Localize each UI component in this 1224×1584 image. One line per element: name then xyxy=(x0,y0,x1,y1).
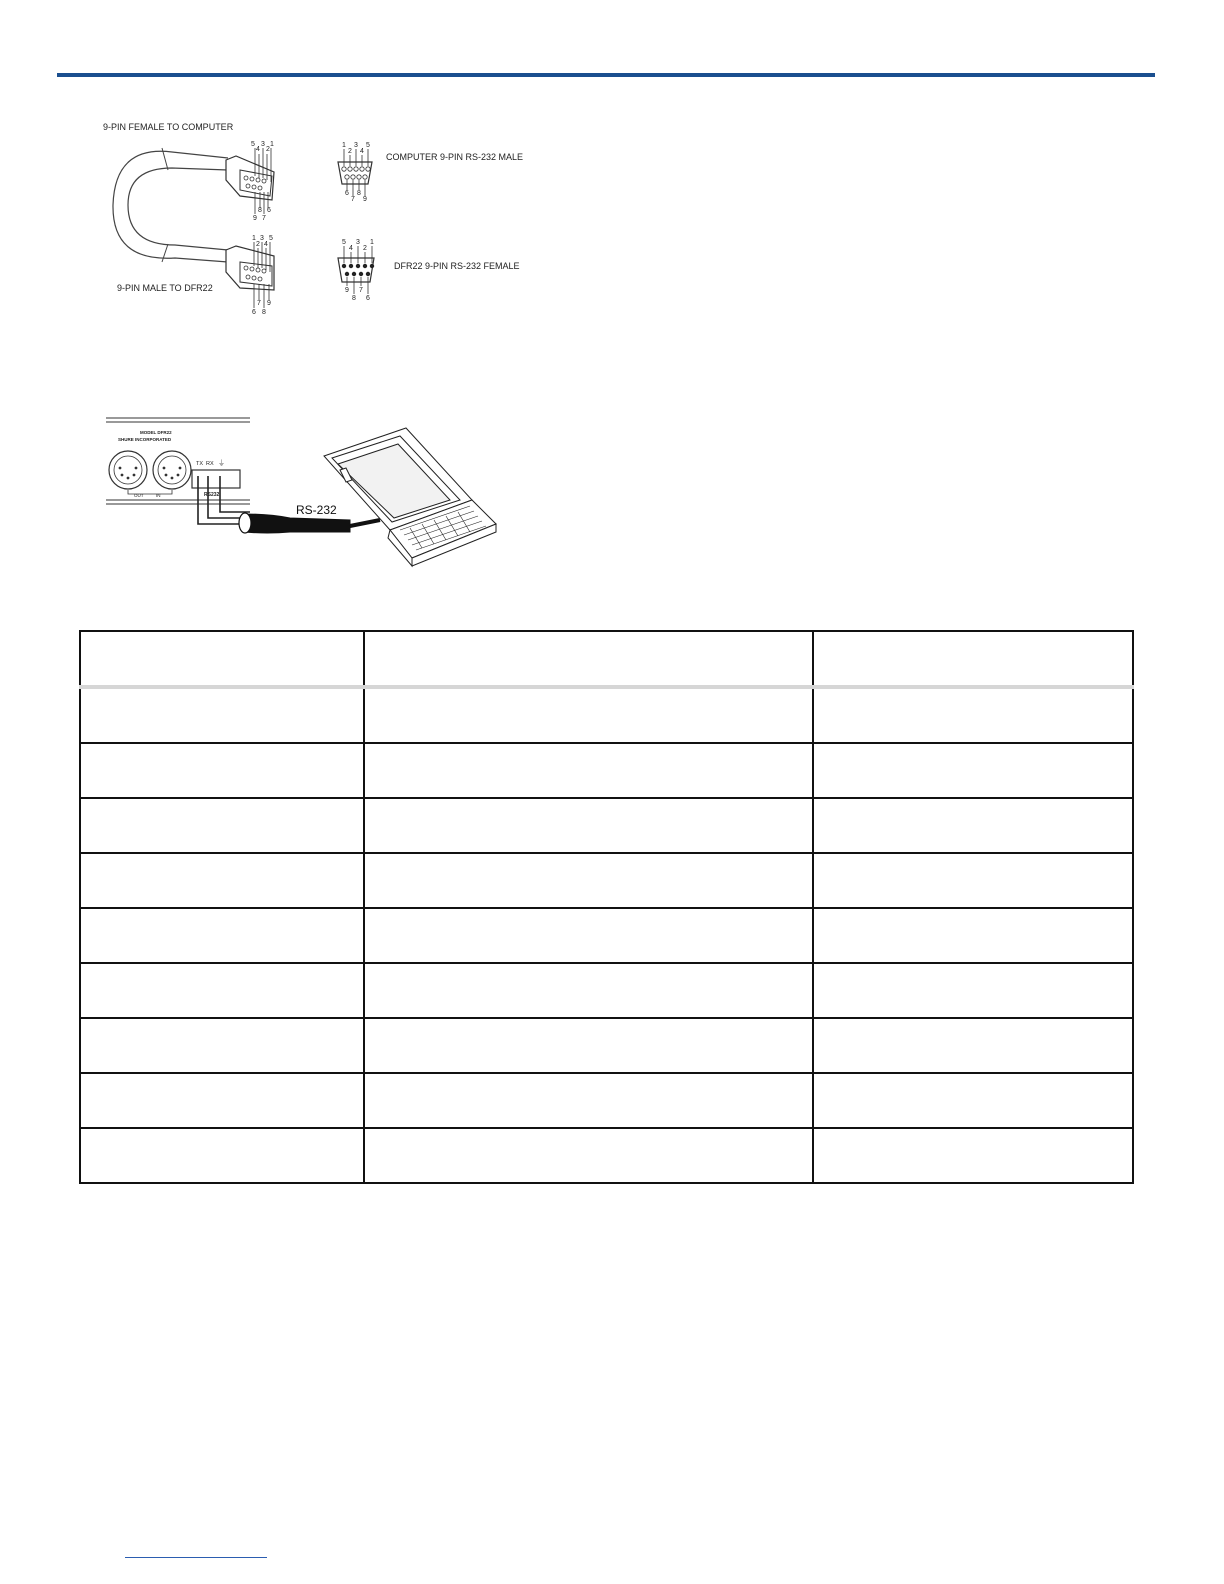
pin-label: 7 xyxy=(257,300,261,307)
table-header-cell xyxy=(364,631,813,687)
computer-male-end-view xyxy=(338,149,372,196)
pin-label: 2 xyxy=(266,146,270,153)
pin-label: 2 xyxy=(348,148,352,155)
table-cell xyxy=(364,798,813,853)
table-cell xyxy=(364,1128,813,1183)
pin-label: 3 xyxy=(356,239,360,246)
label-male-to-dfr22: 9-PIN MALE TO DFR22 xyxy=(117,283,213,293)
pin-label: 1 xyxy=(342,142,346,149)
rs232-port xyxy=(192,470,240,488)
table-cell xyxy=(364,743,813,798)
pin-label: 3 xyxy=(261,141,265,148)
table-cell xyxy=(813,853,1133,908)
rear-panel-laptop-figure xyxy=(100,412,520,572)
label-computer-male: COMPUTER 9-PIN RS-232 MALE xyxy=(386,152,524,162)
table-cell xyxy=(364,1073,813,1128)
table-cell xyxy=(813,1128,1133,1183)
pin-label: 4 xyxy=(264,241,268,248)
table-cell xyxy=(364,908,813,963)
table-cell xyxy=(80,687,364,743)
table-cell xyxy=(813,1073,1133,1128)
table-cell xyxy=(80,853,364,908)
pin-label: 7 xyxy=(351,196,355,203)
pin-label: 1 xyxy=(270,141,274,148)
table-row xyxy=(80,1018,1133,1073)
table-cell xyxy=(813,963,1133,1018)
table-row xyxy=(80,963,1133,1018)
table-cell xyxy=(80,963,364,1018)
pin-label: 7 xyxy=(359,287,363,294)
pin-label: 8 xyxy=(258,207,262,214)
panel-model-text: MODEL DFR22 xyxy=(140,430,172,435)
pin-label: 6 xyxy=(345,190,349,197)
table-row xyxy=(80,687,1133,743)
pin-label: 9 xyxy=(345,287,349,294)
table-cell xyxy=(364,853,813,908)
pin-label: 8 xyxy=(352,295,356,302)
table-cell xyxy=(813,798,1133,853)
pin-label: 8 xyxy=(262,309,266,316)
pin-label: 8 xyxy=(357,190,361,197)
pin-label: 4 xyxy=(360,148,364,155)
pin-label: 9 xyxy=(267,300,271,307)
lower-connector-drawing xyxy=(226,242,274,308)
table-cell xyxy=(813,1018,1133,1073)
pin-label: 3 xyxy=(354,142,358,149)
pin-label: 6 xyxy=(252,309,256,316)
rs232-cable xyxy=(239,503,380,533)
pin-label: 6 xyxy=(366,295,370,302)
table-cell xyxy=(364,687,813,743)
pin-label: 5 xyxy=(269,235,273,242)
pin-label: 1 xyxy=(252,235,256,242)
port-tx-label: TX xyxy=(196,461,204,467)
pin-label: 3 xyxy=(260,235,264,242)
pin-label: 5 xyxy=(366,142,370,149)
pin-label: 5 xyxy=(342,239,346,246)
table-header-cell xyxy=(813,631,1133,687)
ground-icon: ⏚ xyxy=(218,460,225,467)
table-cell xyxy=(364,1018,813,1073)
table-header-row xyxy=(80,631,1133,687)
table-row xyxy=(80,1073,1133,1128)
port-label: RS232 xyxy=(204,492,220,498)
footer-link-underline[interactable] xyxy=(125,1557,267,1558)
table-row xyxy=(80,798,1133,853)
table-header-cell xyxy=(80,631,364,687)
jack-out-label: OUT xyxy=(134,493,144,498)
pin-label: 7 xyxy=(262,215,266,222)
pin-label: 9 xyxy=(363,196,367,203)
pin-label: 4 xyxy=(349,245,353,252)
cable-drawing xyxy=(0,0,1224,330)
table-cell xyxy=(80,798,364,853)
panel-maker-text: SHURE INCORPORATED xyxy=(118,437,172,442)
table-row xyxy=(80,908,1133,963)
table-cell xyxy=(80,743,364,798)
dfr22-rear-panel xyxy=(106,418,250,524)
table-cell xyxy=(813,743,1133,798)
dfr22-female-end-view xyxy=(338,246,374,294)
table-cell xyxy=(813,687,1133,743)
data-table xyxy=(79,630,1134,1184)
table-row xyxy=(80,743,1133,798)
table-cell xyxy=(813,908,1133,963)
table-row xyxy=(80,853,1133,908)
table-cell xyxy=(80,1128,364,1183)
table-cell xyxy=(80,1073,364,1128)
laptop-icon xyxy=(324,428,496,566)
table-cell xyxy=(80,1018,364,1073)
cable-label: RS-232 xyxy=(296,503,337,517)
table-cell xyxy=(80,908,364,963)
pin-label: 9 xyxy=(253,215,257,222)
pin-label: 4 xyxy=(256,146,260,153)
port-rx-label: RX xyxy=(206,461,214,467)
midi-in-jack xyxy=(153,451,191,489)
jack-in-label: IN xyxy=(156,493,161,498)
upper-connector-drawing xyxy=(226,148,274,214)
table-cell xyxy=(364,963,813,1018)
midi-out-jack xyxy=(109,451,147,489)
pin-label: 1 xyxy=(370,239,374,246)
pin-label: 2 xyxy=(256,241,260,248)
pin-label: 2 xyxy=(363,245,367,252)
table-row xyxy=(80,1128,1133,1183)
rear-panel-laptop-drawing xyxy=(100,412,520,572)
label-dfr22-female: DFR22 9-PIN RS-232 FEMALE xyxy=(394,261,520,271)
label-female-to-computer: 9-PIN FEMALE TO COMPUTER xyxy=(103,122,234,132)
pin-label: 6 xyxy=(267,207,271,214)
pin-label: 5 xyxy=(251,141,255,148)
